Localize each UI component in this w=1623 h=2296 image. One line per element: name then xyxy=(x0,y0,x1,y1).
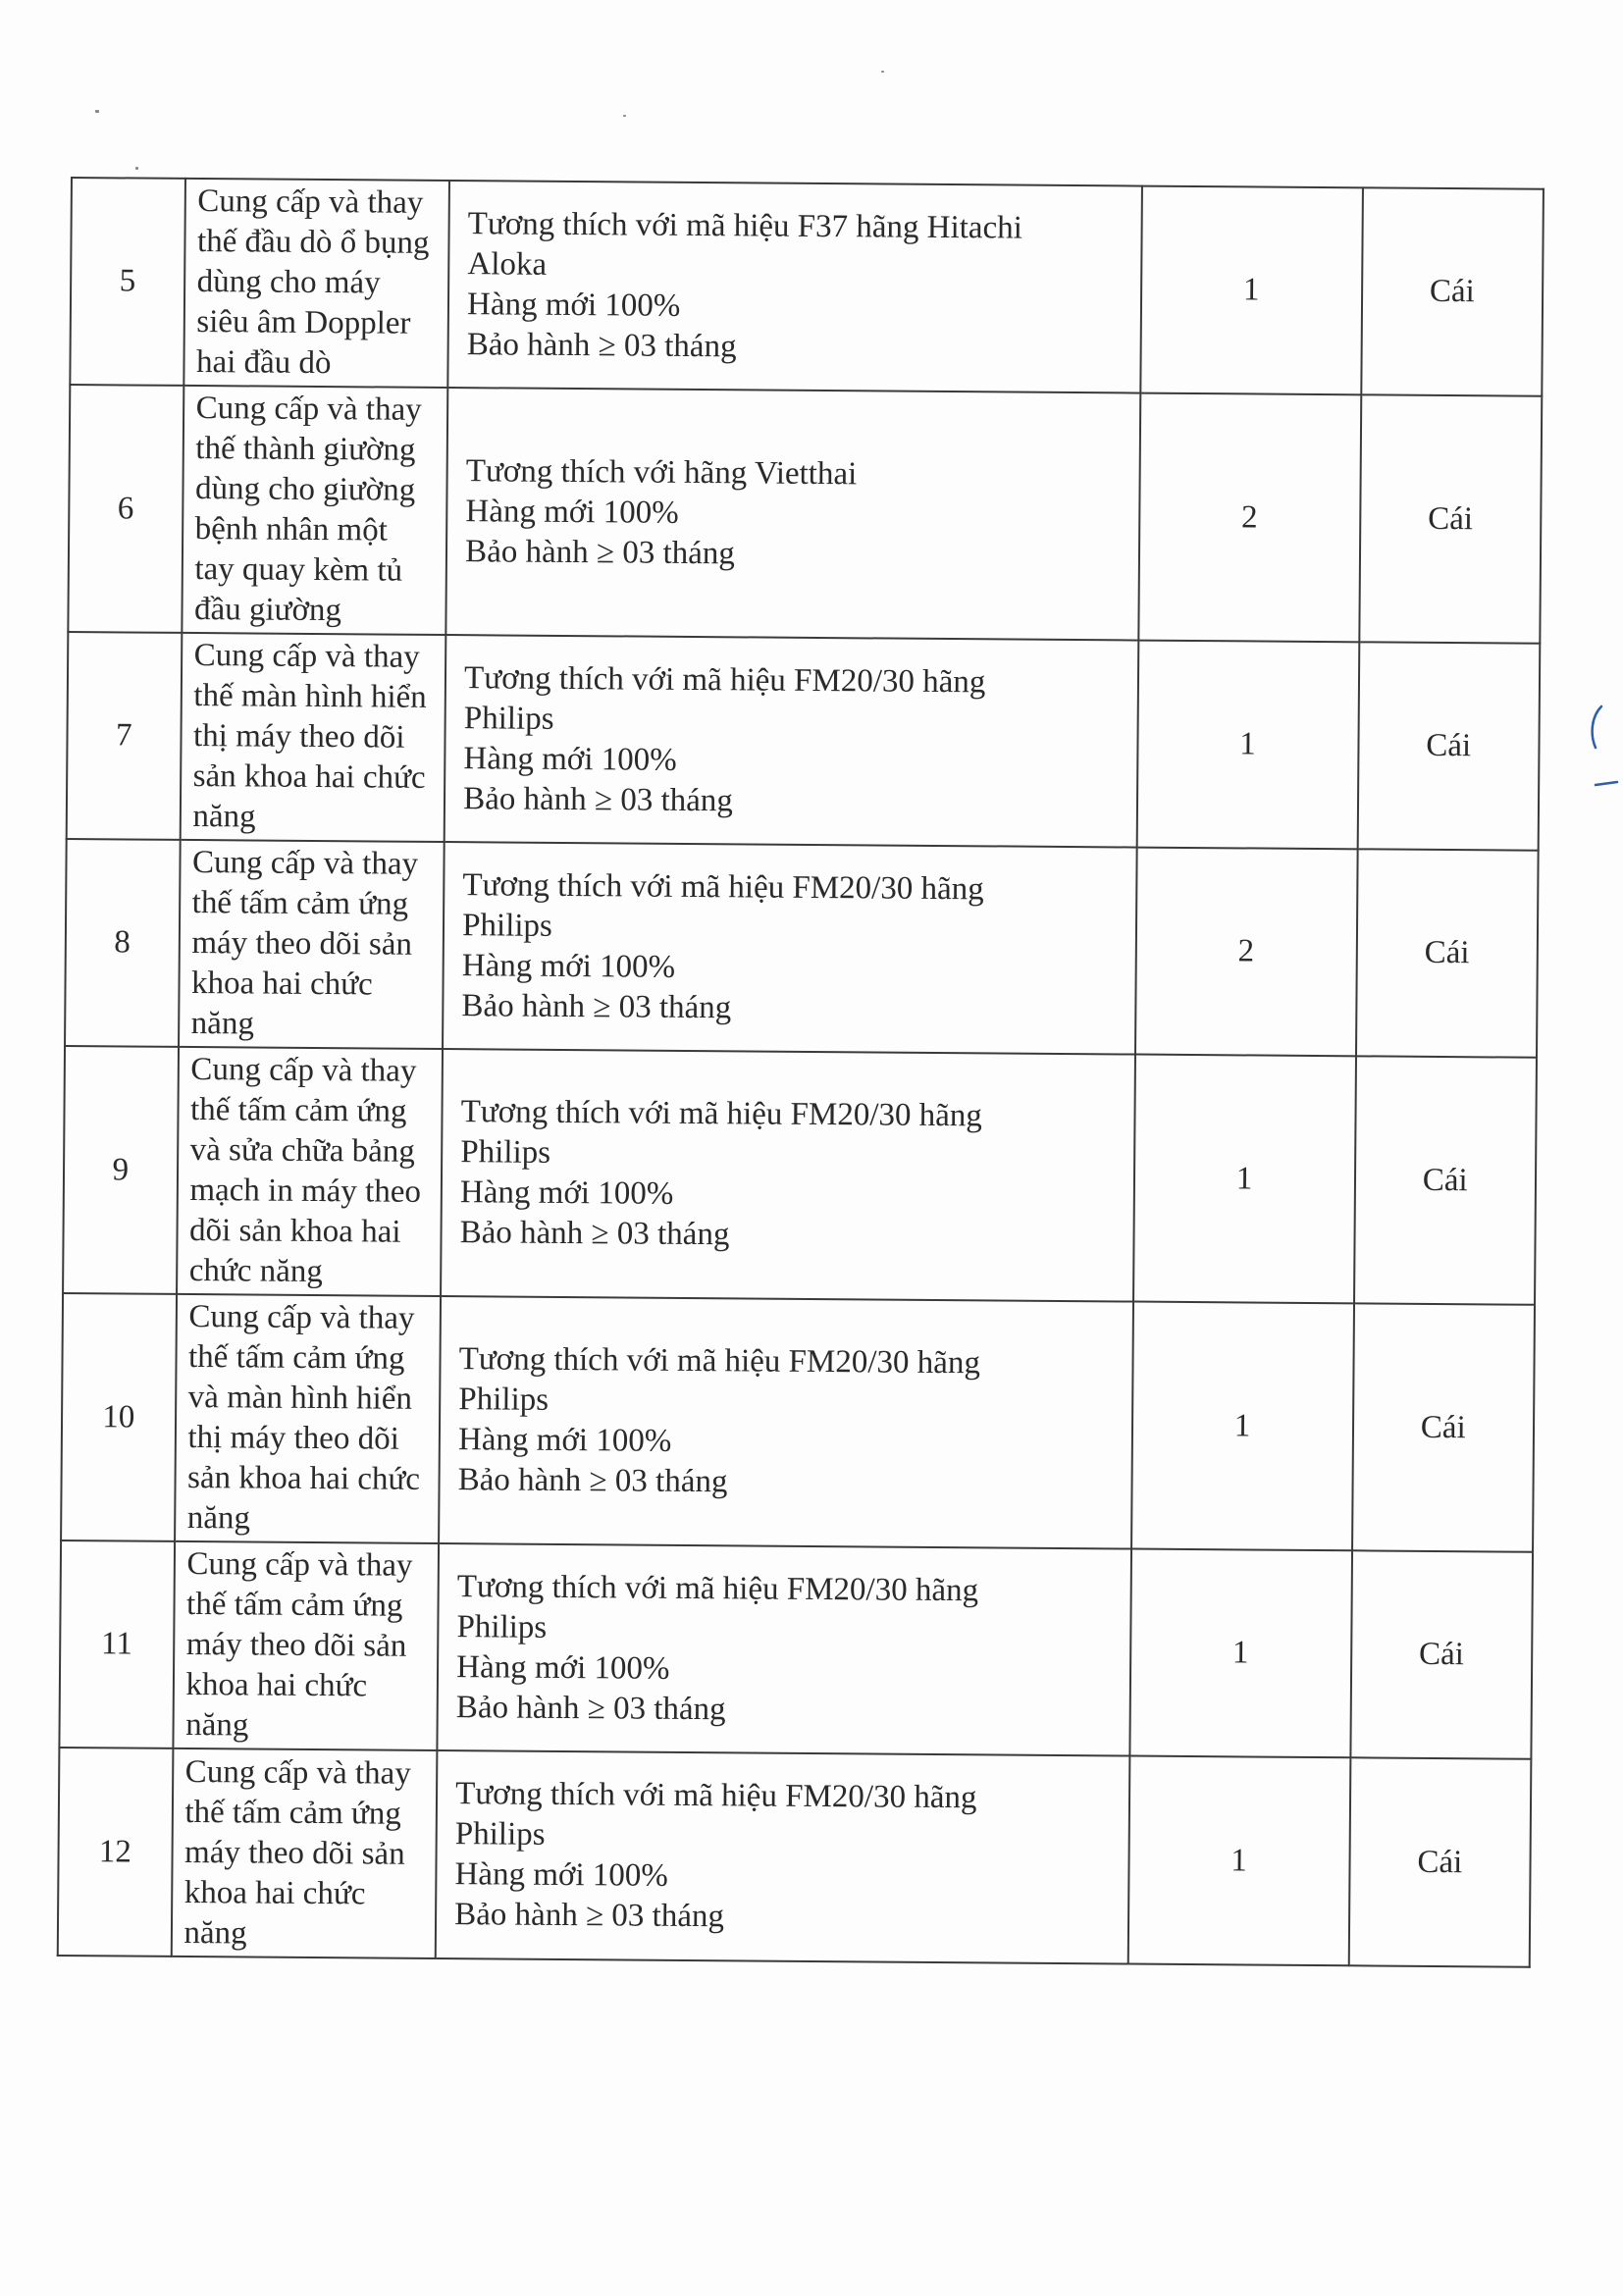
item-spec-line: Philips xyxy=(458,1382,550,1418)
item-name-line: thế tấm cảm ứng xyxy=(184,1794,401,1832)
item-name-line: thế đầu dò ổ bụng xyxy=(196,224,430,261)
item-name-line: thế thành giường xyxy=(195,431,416,468)
item-spec-line: Bảo hành ≥ 03 tháng xyxy=(461,987,732,1025)
item-name-line: năng xyxy=(185,1706,249,1744)
item-name-line: dõi sản khoa hai xyxy=(188,1212,401,1250)
item-spec-line: Hàng mới 100% xyxy=(456,1648,670,1687)
item-name-line: máy theo dõi sản xyxy=(183,1834,405,1872)
item-name-line: Cung cấp và thay xyxy=(197,183,424,221)
item-name-line: Cung cấp và thay xyxy=(190,1051,417,1089)
equipment-spec-table xyxy=(57,177,1544,1968)
item-name-line: Cung cấp và thay xyxy=(193,638,420,675)
item-name-line: khoa hai chức xyxy=(183,1874,366,1911)
row-number: 6 xyxy=(68,385,183,633)
item-name-cell xyxy=(177,1047,444,1296)
item-name-line: năng xyxy=(186,1499,251,1537)
table-row xyxy=(70,178,1544,396)
item-name-line: thế tấm cảm ứng xyxy=(187,1338,405,1377)
item-name-line: Cung cấp và thay xyxy=(186,1545,413,1584)
item-spec-cell xyxy=(445,635,1138,848)
item-name-line: sản khoa hai chức xyxy=(186,1459,421,1497)
item-name-line: mạch in máy theo xyxy=(189,1172,422,1210)
item-name-cell xyxy=(171,1748,437,1958)
item-spec-line: Bảo hành ≥ 03 tháng xyxy=(464,533,736,571)
quantity-cell: 2 xyxy=(1135,848,1358,1057)
item-spec-line: Philips xyxy=(463,700,554,737)
item-spec-line: Philips xyxy=(462,907,552,944)
table-body xyxy=(58,178,1544,1967)
unit-cell: Cái xyxy=(1356,849,1539,1057)
item-name-line: thế tấm cảm ứng xyxy=(191,884,409,922)
item-name-line: năng xyxy=(190,1005,255,1042)
quantity-cell: 2 xyxy=(1138,393,1361,643)
item-name-line: chức năng xyxy=(188,1252,323,1290)
item-spec-line: Tương thích với mã hiệu FM20/30 hãng xyxy=(463,659,986,700)
item-name-line: và sửa chữa bảng xyxy=(189,1131,415,1170)
item-spec-line: Bảo hành ≥ 03 tháng xyxy=(463,780,734,818)
item-name-line: máy theo dõi sản xyxy=(191,924,413,963)
item-name-line: Cung cấp và thay xyxy=(191,844,419,882)
row-number: 8 xyxy=(65,839,180,1047)
item-spec-line: Philips xyxy=(460,1134,551,1171)
item-spec-cell xyxy=(439,1296,1132,1549)
item-name-line: máy theo dõi sản xyxy=(185,1626,407,1664)
quantity-cell: 1 xyxy=(1127,1756,1350,1966)
item-spec-line: Tương thích với mã hiệu F37 hãng Hitachi xyxy=(467,205,1022,246)
item-spec-line: Bảo hành ≥ 03 tháng xyxy=(457,1462,728,1500)
quantity-cell: 1 xyxy=(1129,1549,1352,1758)
item-name-cell xyxy=(175,1294,442,1543)
scan-speck xyxy=(881,71,884,73)
unit-cell: Cái xyxy=(1357,642,1540,850)
item-name-line: sản khoa hai chức xyxy=(192,757,426,796)
table-row xyxy=(59,1540,1533,1759)
item-name-line: dùng cho máy xyxy=(196,264,381,301)
table-row xyxy=(61,1293,1535,1552)
item-spec-cell xyxy=(441,1049,1134,1302)
item-spec-line: Bảo hành ≥ 03 tháng xyxy=(455,1689,726,1727)
item-name-line: tay quay kèm tủ xyxy=(194,551,403,589)
item-spec-line: Bảo hành ≥ 03 tháng xyxy=(459,1215,730,1253)
scan-speck xyxy=(135,167,138,170)
item-name-line: năng xyxy=(183,1914,247,1951)
item-spec-line: Tương thích với mã hiệu FM20/30 hãng xyxy=(462,866,984,907)
item-spec-line: Hàng mới 100% xyxy=(465,493,679,531)
item-name-line: khoa hai chức xyxy=(190,965,373,1003)
row-number: 10 xyxy=(61,1293,177,1541)
row-number: 11 xyxy=(59,1540,174,1748)
item-name-line: Cung cấp và thay xyxy=(188,1298,415,1336)
item-name-line: đầu giường xyxy=(193,592,342,629)
unit-cell: Cái xyxy=(1352,1303,1535,1551)
item-spec-line: Philips xyxy=(454,1816,546,1852)
item-name-line: thị máy theo dõi xyxy=(187,1419,399,1457)
item-spec-line: Hàng mới 100% xyxy=(461,947,676,985)
table-row xyxy=(63,1046,1537,1305)
item-name-line: năng xyxy=(192,798,256,835)
item-name-cell xyxy=(183,179,449,388)
quantity-cell: 1 xyxy=(1136,641,1359,850)
table-row xyxy=(68,385,1542,644)
item-spec-line: Tương thích với hãng Vietthai xyxy=(465,452,858,492)
pen-mark xyxy=(1580,687,1619,805)
item-spec-cell xyxy=(443,842,1136,1055)
item-spec-line: Philips xyxy=(456,1608,548,1645)
item-name-cell xyxy=(179,840,445,1049)
table-row xyxy=(67,632,1541,851)
item-spec-line: Hàng mới 100% xyxy=(454,1856,668,1894)
table-row xyxy=(65,839,1539,1058)
item-name-line: bệnh nhân một xyxy=(194,511,388,548)
quantity-cell: 1 xyxy=(1140,186,1363,395)
row-number: 12 xyxy=(58,1748,173,1957)
item-name-line: Cung cấp và thay xyxy=(184,1753,411,1792)
quantity-cell: 1 xyxy=(1131,1302,1354,1551)
item-name-line: hai đầu dò xyxy=(195,344,332,382)
item-name-cell xyxy=(173,1541,439,1750)
quantity-cell: 1 xyxy=(1133,1055,1356,1304)
unit-cell: Cái xyxy=(1361,187,1544,395)
unit-cell: Cái xyxy=(1348,1757,1531,1966)
item-name-line: Cung cấp và thay xyxy=(195,391,422,428)
scan-speck xyxy=(623,115,626,117)
item-spec-cell xyxy=(438,1543,1131,1756)
item-name-line: khoa hai chức xyxy=(185,1666,368,1704)
item-name-cell xyxy=(182,386,448,635)
scan-speck xyxy=(95,110,99,113)
row-number: 9 xyxy=(63,1046,179,1294)
item-name-line: dùng cho giường xyxy=(194,471,416,508)
item-spec-line: Hàng mới 100% xyxy=(463,740,677,778)
item-name-line: thế màn hình hiển xyxy=(193,678,427,715)
item-name-line: thế tấm cảm ứng xyxy=(185,1586,403,1624)
item-name-line: và màn hình hiển xyxy=(187,1379,413,1417)
item-name-line: thế tấm cảm ứng xyxy=(189,1091,407,1129)
table-row xyxy=(58,1748,1532,1967)
unit-cell: Cái xyxy=(1350,1550,1533,1758)
item-spec-line: Tương thích với mã hiệu FM20/30 hãng xyxy=(458,1341,981,1382)
item-spec-line: Hàng mới 100% xyxy=(457,1422,672,1459)
item-name-line: siêu âm Doppler xyxy=(196,304,411,341)
item-spec-line: Bảo hành ≥ 03 tháng xyxy=(454,1897,725,1935)
item-name-line: thị máy theo dõi xyxy=(192,718,405,756)
unit-cell: Cái xyxy=(1354,1056,1537,1304)
item-spec-line: Tương thích với mã hiệu FM20/30 hãng xyxy=(456,1568,979,1608)
unit-cell: Cái xyxy=(1359,394,1542,643)
item-name-cell xyxy=(180,633,445,842)
item-spec-cell xyxy=(436,1750,1129,1964)
item-spec-cell xyxy=(447,181,1141,393)
row-number: 5 xyxy=(70,178,184,386)
item-spec-cell xyxy=(445,388,1139,641)
item-spec-line: Aloka xyxy=(467,245,548,283)
item-spec-line: Hàng mới 100% xyxy=(459,1174,674,1212)
item-spec-line: Tương thích với mã hiệu FM20/30 hãng xyxy=(455,1776,977,1816)
item-spec-line: Tương thích với mã hiệu FM20/30 hãng xyxy=(460,1094,983,1134)
item-spec-line: Bảo hành ≥ 03 tháng xyxy=(466,326,737,364)
item-spec-line: Hàng mới 100% xyxy=(466,286,681,324)
row-number: 7 xyxy=(67,632,182,840)
